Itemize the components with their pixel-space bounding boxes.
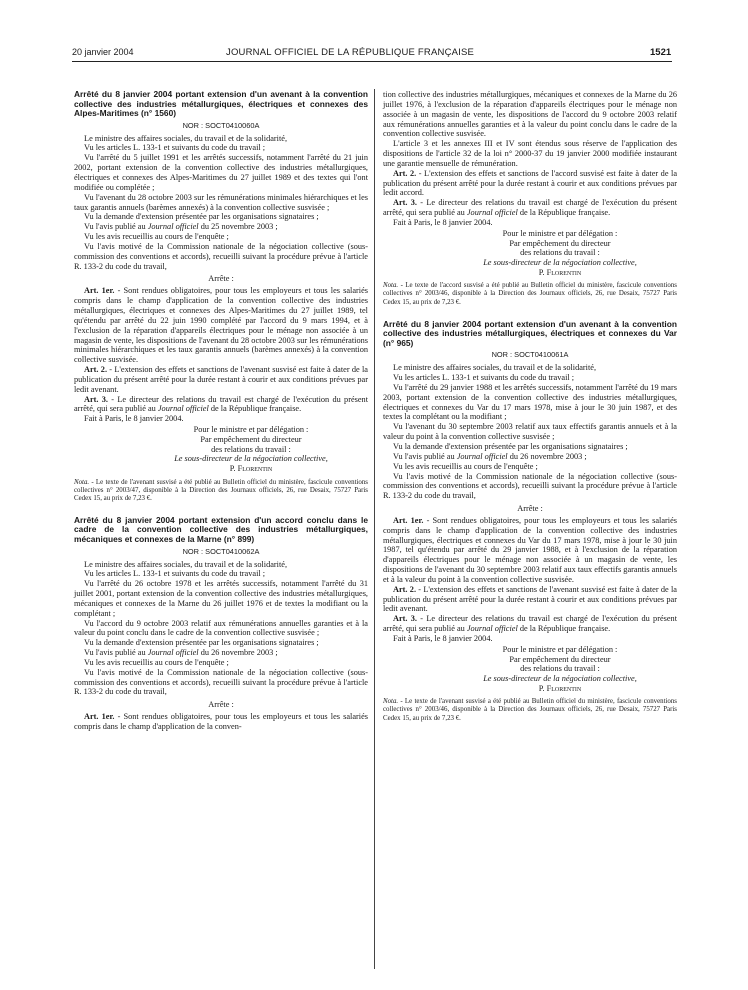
paragraph: Vu l'arrêté du 29 janvier 1988 et les arrêtés successifs, notamment l'arrêté du 19 mars 2003, portant extension de la convention collective des industries métallurgiques, électriques et connexes du Var du 17 mars 1978, mise à jour le 30 juin 1987, et des textes la complétant ou la modifiant ; — [383, 382, 677, 422]
decree-title: Arrêté du 8 janvier 2004 portant extension d'un avenant à la convention collective des industries métallurgiques, électriques et connexes des Alpes-Maritimes (n° 1560) — [74, 89, 368, 119]
article-2: Art. 2. - L'extension des effets et sanctions de l'accord susvisé est faite à dater de la publication du présent arrêté pour la durée restant à courir et aux conditions prévues par ledit accord. — [383, 168, 677, 198]
paragraph: Vu les avis recueillis au cours de l'enquête ; — [84, 232, 229, 242]
paragraph: tion collective des industries métallurgiques, mécaniques et connexes de la Marne du 26 juillet 1976, à l'exclusion de la réparation d'appareils électriques pour le ménage non associée à un magasin de vente, les dispositions de l'accord du 9 octobre 2003 relatif aux rémunérations annuelles garanties et à la valeur du point conclu dans le cadre de la convention collective susvisée. — [383, 90, 677, 139]
paragraph: Vu l'avis motivé de la Commission nationale de la négociation collective (sous-commission des conventions et accords), recueilli suivant la procédure prévue à l'article R. 133-2 du code du travail, — [74, 241, 368, 271]
nor-reference: NOR : SOCT0410060A — [182, 120, 260, 130]
paragraph: Vu l'avis motivé de la Commission nationale de la négociation collective (sous-commission des conventions et accords), recueilli suivant la procédure prévue à l'article R. 133-2 du code du travail, — [383, 471, 677, 501]
arrete-heading: Arrête : — [208, 700, 234, 710]
paragraph: Vu l'arrêté du 5 juillet 1991 et les arrêtés successifs, notamment l'arrêté du 21 juin 2002, portant extension de la convention collective des industries métallurgiques, électriques et connexes des Alpes-Maritimes du 27 juillet 1989 et des textes qui l'ont modifiée ou complétée ; — [74, 153, 368, 192]
article-3: Art. 3. - Le directeur des relations du travail est chargé de l'exécution du présent arrêté, qui sera publié au Journal officiel de la République française. — [383, 198, 678, 218]
decree-marne-continued — [383, 90, 677, 307]
column-divider — [374, 89, 375, 969]
paragraph: Vu l'avis publié au Journal officiel du 26 novembre 2003 ; — [84, 648, 278, 658]
article-3: Art. 3. - Le directeur des relations du travail est chargé de l'exécution du présent arrêté, qui sera publié au Journal officiel de la République française. — [74, 394, 369, 414]
nor-reference: NOR : SOCT0410061A — [491, 350, 569, 360]
decree-title: Arrêté du 8 janvier 2004 portant extension d'un accord conclu dans le cadre de la convention collective des industries métallurgiques, mécaniques et connexes de la Marne (n° 899) — [74, 514, 368, 545]
article-1: Art. 1er. - Sont rendues obligatoires, pour tous les employeurs et tous les salariés compris dans le champ d'application de la convention collective des industries métallurgiques, électriques et connexes des Alpes-Maritimes du 27 juillet 1989, tel qu'étendu par arrêté du 22 juin 1990 complété par l'accord du 9 mars 1994, et à l'exclusion de la réparation d'appareils électriques pour le ménage non associée à un magasin de vente, les dispositions de l'avenant du 28 octobre 2003 sur les rémunérations minimales hiérarchiques et les taux garantis annuels (barèmes annexés) à la convention collective susvisée. — [74, 286, 369, 365]
signature-block: Pour le ministre et par délégation : Par empêchement du directeur des relations du travail : Le sous-directeur de la négociation collective, P. Florentin — [483, 228, 637, 277]
paragraph: Le ministre des affaires sociales, du travail et de la solidarité, — [84, 133, 288, 143]
paragraph: Vu l'avis publié au Journal officiel du 25 novembre 2003 ; — [84, 222, 278, 232]
arrete-heading: Arrête : — [208, 274, 234, 284]
signing-date: Fait à Paris, le 8 janvier 2004. — [393, 634, 493, 644]
signing-date: Fait à Paris, le 8 janvier 2004. — [84, 414, 184, 424]
paragraph: Vu les articles L. 133-1 et suivants du code du travail ; — [84, 143, 266, 153]
arrete-heading: Arrête : — [517, 504, 543, 514]
nota-note: Nota. - Le texte de l'avenant susvisé a été publié au Bulletin officiel du ministère, fascicule conventions collectives n° 2003/46, disponible à la Direction des Journaux officiels, 26, rue Desaix, 75727 Paris Cedex 15, au prix de 7,23 €. — [383, 698, 677, 722]
nor-reference: NOR : SOCT0410062A — [182, 546, 260, 556]
page-number: 1521 — [650, 47, 672, 58]
paragraph: Le ministre des affaires sociales, du travail et de la solidarité, — [84, 559, 288, 569]
paragraph: Vu l'avenant du 28 octobre 2003 sur les rémunérations minimales hiérarchiques et les taux garantis annuels (barèmes annexés) à la convention collective susvisée ; — [74, 192, 368, 212]
paragraph: Vu l'arrêté du 26 octobre 1978 et les arrêtés successifs, notamment l'arrêté du 31 juillet 2001, portant extension de la convention collective des industries métallurgiques, mécaniques et connexes de la Marne du 26 juillet 1976 et de textes la modifiant ou la complétant ; — [74, 579, 368, 618]
signing-date: Fait à Paris, le 8 janvier 2004. — [393, 217, 493, 227]
paragraph: L'article 3 et les annexes III et IV sont étendus sous réserve de l'application des dispositions de l'article 32 de la loi n° 2000-37 du 19 janvier 2000 modifiée instaurant une garantie mensuelle de rémunération. — [383, 139, 677, 168]
decree-marne — [74, 516, 368, 732]
article-1: Art. 1er. - Sont rendues obligatoires, pour tous les employeurs et tous les salariés compris dans le champ d'application de la conven- — [74, 712, 369, 732]
paragraph: Vu l'accord du 9 octobre 2003 relatif aux rémunérations annuelles garanties et à la valeur du point conclu dans le cadre de la convention collective susvisée ; — [74, 618, 368, 638]
article-1: Art. 1er. - Sont rendues obligatoires, pour tous les employeurs et tous les salariés compris dans le champ d'application de la convention collective des industries métallurgiques, électriques et connexes du Var du 17 mars 1978, mise à jour le 30 juin 1987, tel qu'étendu par arrêté du 29 janvier 1988, et à l'exclusion de la réparation d'appareils électriques pour le ménage non associée à un magasin de vente, les dispositions de l'avenant du 30 septembre 2003 relatif aux taux effectifs garantis annuels et à la valeur du point à la convention collective susvisée. — [383, 515, 678, 584]
paragraph: Vu l'avis publié au Journal officiel du 26 novembre 2003 ; — [393, 451, 587, 461]
signature-block: Pour le ministre et par délégation : Par empêchement du directeur des relations du travail : Le sous-directeur de la négociation collective, P. Florentin — [483, 644, 637, 693]
paragraph: Vu les articles L. 133-1 et suivants du code du travail ; — [84, 569, 266, 579]
paragraph: Le ministre des affaires sociales, du travail et de la solidarité, — [393, 363, 597, 373]
header-date: 20 janvier 2004 — [72, 47, 134, 57]
decree-alpes-maritimes — [74, 90, 368, 503]
paragraph: Vu les avis recueillis au cours de l'enquête ; — [84, 657, 229, 667]
decree-title: Arrêté du 8 janvier 2004 portant extension d'un avenant à la convention collective des industries métallurgiques, électriques et connexes du Var (n° 965) — [383, 318, 677, 348]
nota-note: Nota. - Le texte de l'accord susvisé a été publié au Bulletin officiel du ministère, fascicule conventions collectives n° 2003/46, disponible à la Direction des Journaux officiels, 26, rue Desaix, 75727 Paris Cedex 15, au prix de 7,23 €. — [383, 282, 677, 306]
right-column — [383, 90, 677, 736]
nota-note: Nota. - Le texte de l'avenant susvisé a été publié au Bulletin officiel du ministère, fascicule conventions collectives n° 2003/47, disponible à la Direction des Journaux officiels, 26, rue Desaix, 75727 Paris Cedex 15, au prix de 7,23 €. — [74, 478, 368, 502]
paragraph: Vu les articles L. 133-1 et suivants du code du travail ; — [393, 373, 575, 383]
article-2: Art. 2. - L'extension des effets et sanctions de l'avenant susvisé est faite à dater de la publication du présent arrêté pour la durée restant à courir et aux conditions prévues par ledit avenant. — [383, 584, 677, 614]
article-2: Art. 2. - L'extension des effets et sanctions de l'avenant susvisé est faite à dater de la publication du présent arrêté pour la durée restant à courir et aux conditions prévues par ledit avenant. — [74, 365, 368, 394]
article-3: Art. 3. - Le directeur des relations du travail est chargé de l'exécution du présent arrêté, qui sera publié au Journal officiel de la République française. — [383, 614, 678, 634]
paragraph: Vu les avis recueillis au cours de l'enquête ; — [393, 461, 538, 471]
paragraph: Vu la demande d'extension présentée par les organisations signataires ; — [393, 441, 628, 451]
paragraph: Vu l'avis motivé de la Commission nationale de la négociation collective (sous-commission des conventions et accords), recueilli suivant la procédure prévue à l'article R. 133-2 du code du travail, — [74, 667, 368, 697]
header-rule — [72, 61, 672, 62]
left-column — [74, 90, 368, 732]
paragraph: Vu l'avenant du 30 septembre 2003 relatif aux taux effectifs garantis annuels et à la valeur du point à la convention collective susvisée ; — [383, 422, 677, 442]
decree-var — [383, 320, 677, 723]
signature-block: Pour le ministre et par délégation : Par empêchement du directeur des relations du travail : Le sous-directeur de la négociation collective, P. Florentin — [174, 425, 328, 473]
paragraph: Vu la demande d'extension présentée par les organisations signataires ; — [84, 638, 319, 648]
journal-title: JOURNAL OFFICIEL DE LA RÉPUBLIQUE FRANÇAISE — [226, 47, 475, 58]
paragraph: Vu la demande d'extension présentée par les organisations signataires ; — [84, 212, 319, 222]
